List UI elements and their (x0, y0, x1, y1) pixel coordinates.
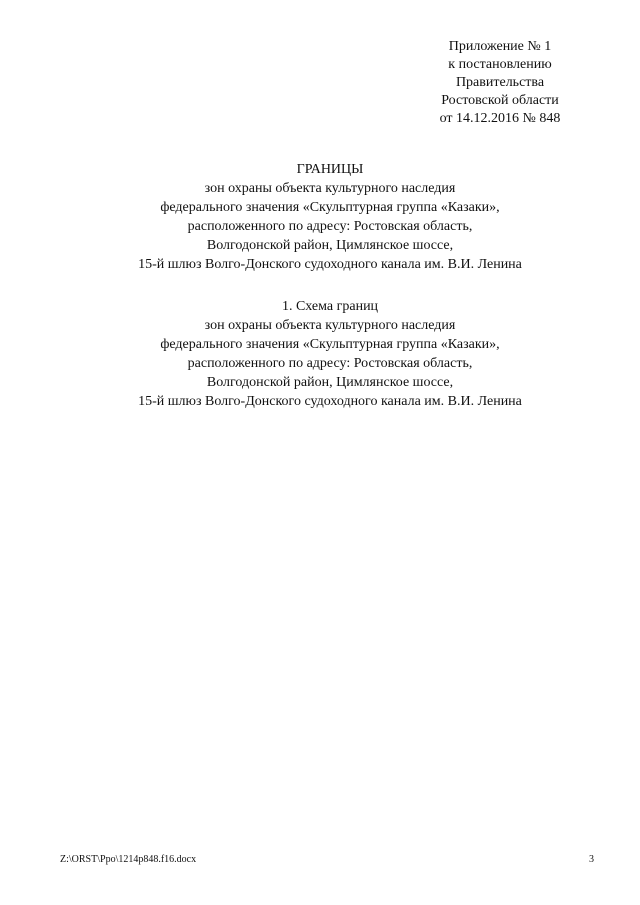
scheme-line: федерального значения «Скульптурная группа «Казаки», (160, 337, 500, 352)
borders-line: Волгодонской район, Цимлянское шоссе, (206, 238, 454, 253)
scheme-heading-block (60, 297, 600, 411)
appendix-line: от 14.12.2016 № 848 (439, 111, 561, 126)
scheme-title: 1. Схема границ (281, 299, 379, 314)
appendix-line: Правительства (455, 75, 545, 90)
scheme-line: зон охраны объекта культурного наследия (204, 318, 456, 333)
appendix-line: Приложение № 1 (448, 39, 552, 54)
borders-line: расположенного по адресу: Ростовская область, (187, 219, 473, 234)
borders-line: зон охраны объекта культурного наследия (204, 181, 456, 196)
borders-line: федерального значения «Скульптурная группа «Казаки», (160, 200, 500, 215)
scheme-line: Волгодонской район, Цимлянское шоссе, (206, 375, 454, 390)
footer-page-number: 3 (589, 854, 594, 865)
appendix-header (420, 38, 580, 128)
appendix-line: Ростовской области (441, 93, 559, 108)
borders-line: 15-й шлюз Волго-Донского судоходного канала им. В.И. Ленина (138, 257, 522, 272)
scheme-line: расположенного по адресу: Ростовская область, (187, 356, 473, 371)
borders-heading-block (60, 160, 600, 274)
appendix-line: к постановлению (448, 57, 552, 72)
borders-title: ГРАНИЦЫ (296, 162, 364, 177)
footer-file-path: Z:\ORST\Ppo\1214p848.f16.docx (60, 854, 197, 865)
scheme-line: 15-й шлюз Волго-Донского судоходного канала им. В.И. Ленина (138, 394, 522, 409)
